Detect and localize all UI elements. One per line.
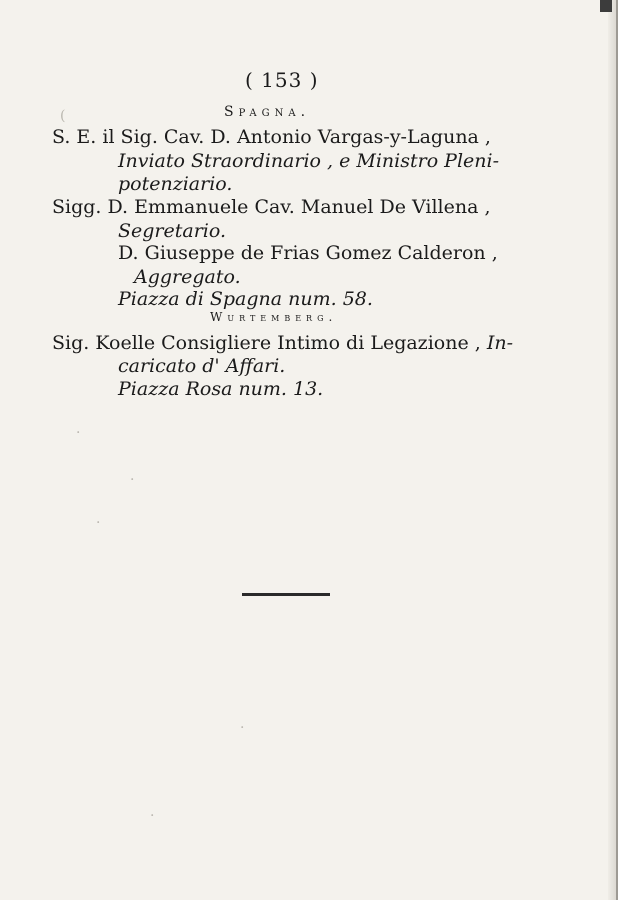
- page-speck: (: [60, 108, 66, 124]
- spagna-line-4: Sigg. D. Emmanuele Cav. Manuel De Villena ,: [52, 196, 491, 218]
- page-speck: ·: [150, 808, 155, 824]
- spagna-line-1-text: S. E. il Sig. Cav. D. Antonio Vargas-y-Laguna ,: [52, 126, 491, 148]
- spagna-line-1: [52, 126, 522, 148]
- spagna-line-5: Segretario.: [118, 220, 227, 242]
- spagna-line-7: Aggregato.: [134, 266, 241, 288]
- page-speck: ·: [130, 472, 135, 488]
- page-corner-mark: [600, 0, 612, 12]
- page-number: ( 153 ): [245, 68, 319, 92]
- wurtemberg-line-1-text: Sig. Koelle Consigliere Intimo di Legazione ,: [52, 332, 481, 354]
- wurtemberg-line-1-italic: In-: [486, 332, 513, 354]
- page-speck: ·: [76, 425, 81, 441]
- page-speck: ·: [96, 515, 101, 531]
- spagna-line-6: D. Giuseppe de Frias Gomez Calderon ,: [118, 242, 498, 264]
- section-heading-spagna: Spagna.: [224, 104, 311, 120]
- wurtemberg-line-2: caricato d' Affari.: [118, 355, 286, 377]
- section-heading-wurtemberg: Wurtemberg.: [210, 310, 338, 324]
- page-edge: [608, 0, 618, 900]
- page-speck: ·: [240, 720, 245, 736]
- wurtemberg-address: Piazza Rosa num. 13.: [118, 378, 324, 400]
- spagna-line-2: Inviato Straordinario , e Ministro Pleni-: [118, 150, 500, 172]
- wurtemberg-line-1: [52, 332, 513, 354]
- spagna-address: Piazza di Spagna num. 58.: [118, 288, 373, 310]
- end-rule: [242, 593, 330, 596]
- spagna-line-3: potenziario.: [118, 173, 233, 195]
